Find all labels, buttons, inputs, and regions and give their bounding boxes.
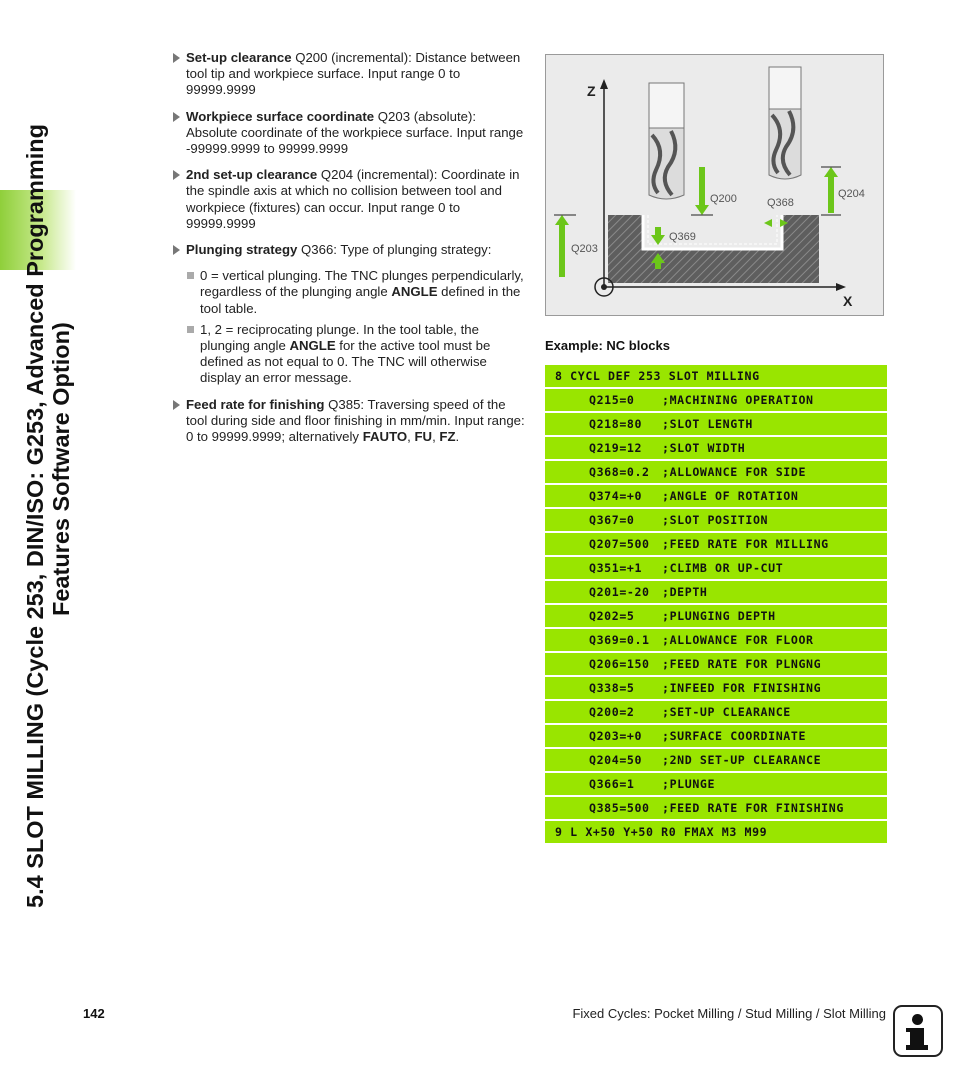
slot-diagram [546,55,885,317]
nc-param: Q206=150 [589,657,650,671]
param-text: Q385: Traversing speed of the tool during side and floor finishing in mm/min. Input range: 0 to 99999.9999; alternatively [186,396,525,445]
plunge-option-vertical [172,268,528,317]
nc-row [545,389,887,411]
square-bullet-icon [187,326,194,333]
example-title: Example: NC blocks [545,338,670,353]
nc-block-list [545,365,887,845]
nc-row [545,605,887,627]
nc-row [545,365,887,387]
nc-comment: ;SET-UP CLEARANCE [662,705,791,719]
nc-comment: ;SLOT WIDTH [662,441,746,455]
nc-param: Q204=50 [589,753,643,767]
nc-row [545,533,887,555]
nc-comment: ;DEPTH [662,585,708,599]
nc-comment: ;PLUNGING DEPTH [662,609,776,623]
nc-comment: ;ALLOWANCE FOR SIDE [662,465,807,479]
nc-comment: ;FEED RATE FOR FINISHING [662,801,844,815]
triangle-bullet-icon [173,400,180,410]
nc-row [545,629,887,651]
nc-comment: ;2ND SET-UP CLEARANCE [662,753,822,767]
param-name: Plunging strategy [186,242,298,258]
nc-param: Q374=+0 [589,489,643,503]
nc-comment: ;FEED RATE FOR MILLING [662,537,829,551]
plunge-option-reciprocating [172,322,528,387]
nc-param: Q366=1 [589,777,635,791]
param-name: Workpiece surface coordinate [186,108,375,124]
triangle-bullet-icon [173,170,180,180]
q204-label: Q204 [838,188,865,200]
option-keyword: ANGLE [391,284,438,300]
q203-label: Q203 [571,243,598,255]
nc-block-text: 9 L X+50 Y+50 R0 FMAX M3 M99 [555,825,768,839]
separator: , [432,429,440,445]
triangle-bullet-icon [173,245,180,255]
nc-row [545,653,887,675]
x-axis-arrow-icon [836,283,846,291]
nc-param: Q367=0 [589,513,635,527]
nc-param: Q215=0 [589,393,635,407]
nc-row [545,677,887,699]
nc-row [545,725,887,747]
param-workpiece-surface [172,109,528,158]
nc-param: Q218=80 [589,417,643,431]
param-name: Set-up clearance [186,50,292,65]
slot-milling-figure [545,54,884,316]
chapter-title-line1: 5.4 SLOT MILLING (Cycle 253, DIN/ISO: G253, Advanced Programming [22,124,48,908]
nc-row [545,701,887,723]
nc-comment: ;SLOT LENGTH [662,417,753,431]
triangle-bullet-icon [173,53,180,63]
param-text: Q366: Type of plunging strategy: [297,242,492,258]
nc-param: Q201=-20 [589,585,650,599]
nc-row [545,413,887,435]
option-keyword: ANGLE [289,338,336,354]
param-text: Q200 (incremental): Distance between tool tip and workpiece surface. Input range 0 to 99999.9999 [186,50,521,98]
feed-option: FU [414,429,433,445]
origin-dot [601,284,607,290]
q369-label: Q369 [669,231,696,243]
q200-label: Q200 [710,193,737,205]
option-text: 1, 2 = reciprocating plunge. In the tool table, the plunging angle [200,321,479,354]
param-feed-rate-finishing [172,397,528,446]
nc-comment: ;CLIMB OR UP-CUT [662,561,784,575]
nc-param: Q385=500 [589,801,650,815]
nc-row [545,437,887,459]
parameter-descriptions [172,50,528,455]
feed-option: FZ [439,429,456,445]
param-text: Q203 (absolute): Absolute coordinate of the workpiece surface. Input range -99999.9999 to 99999.9999 [186,108,524,157]
nc-row [545,821,887,843]
nc-row [545,509,887,531]
param-name: Feed rate for finishing [186,396,325,412]
chapter-title [22,38,74,908]
nc-row [545,485,887,507]
x-axis-label: X [843,293,853,309]
chapter-title-line2: Features Software Option) [48,322,74,616]
nc-param: Q338=5 [589,681,635,695]
milling-tool-left [649,83,684,199]
nc-row [545,557,887,579]
nc-row [545,749,887,771]
feed-option: FAUTO [362,429,408,445]
separator: , [407,429,415,445]
param-setup-clearance [172,50,528,99]
info-dot [912,1014,923,1025]
z-axis-label: Z [587,83,596,99]
nc-comment: ;ANGLE OF ROTATION [662,489,799,503]
allowance-contour [648,215,777,244]
nc-comment: ;PLUNGE [662,777,716,791]
nc-comment: ;ALLOWANCE FOR FLOOR [662,633,814,647]
nc-row [545,461,887,483]
nc-comment: ;INFEED FOR FINISHING [662,681,822,695]
z-axis-arrow-icon [600,79,608,89]
option-text: 0 = vertical plunging. The TNC plunges perpendicularly, regardless of the plunging angle [200,268,524,300]
page-number: 142 [83,1006,105,1021]
param-name: 2nd set-up clearance [186,167,318,183]
nc-comment: ;SURFACE COORDINATE [662,729,807,743]
q200-arrow-icon [691,167,713,215]
triangle-bullet-icon [173,112,180,122]
footer-title: Fixed Cycles: Pocket Milling / Stud Milling / Slot Milling [572,1006,886,1021]
nc-row [545,773,887,795]
nc-param: Q368=0.2 [589,465,650,479]
param-text: Q204 (incremental): Coordinate in the spindle axis at which no collision between tool and workpiece (fixtures) can occur. Input range 0 to 99999.9999 [186,167,520,231]
param-plunging-strategy [172,242,528,258]
period: . [455,429,460,445]
param-2nd-setup-clearance [172,167,528,232]
nc-param: Q203=+0 [589,729,643,743]
square-bullet-icon [187,272,194,279]
milling-tool-right [769,67,801,179]
nc-comment: ;MACHINING OPERATION [662,393,814,407]
nc-comment: ;FEED RATE FOR PLNGNG [662,657,822,671]
nc-param: Q200=2 [589,705,635,719]
info-base [906,1045,928,1050]
nc-comment: ;SLOT POSITION [662,513,769,527]
option-text: defined in the tool table. [200,284,521,316]
nc-param: Q207=500 [589,537,650,551]
nc-param: Q219=12 [589,441,643,455]
nc-param: Q351=+1 [589,561,643,575]
option-text: for the active tool must be defined as not equal to 0. The TNC will otherwise display an error message. [200,338,491,386]
nc-row [545,581,887,603]
nc-param: Q369=0.1 [589,633,650,647]
info-icon [893,1005,943,1057]
q368-label: Q368 [767,197,794,209]
nc-row [545,797,887,819]
nc-param: Q202=5 [589,609,635,623]
nc-block-text: 8 CYCL DEF 253 SLOT MILLING [555,369,760,383]
